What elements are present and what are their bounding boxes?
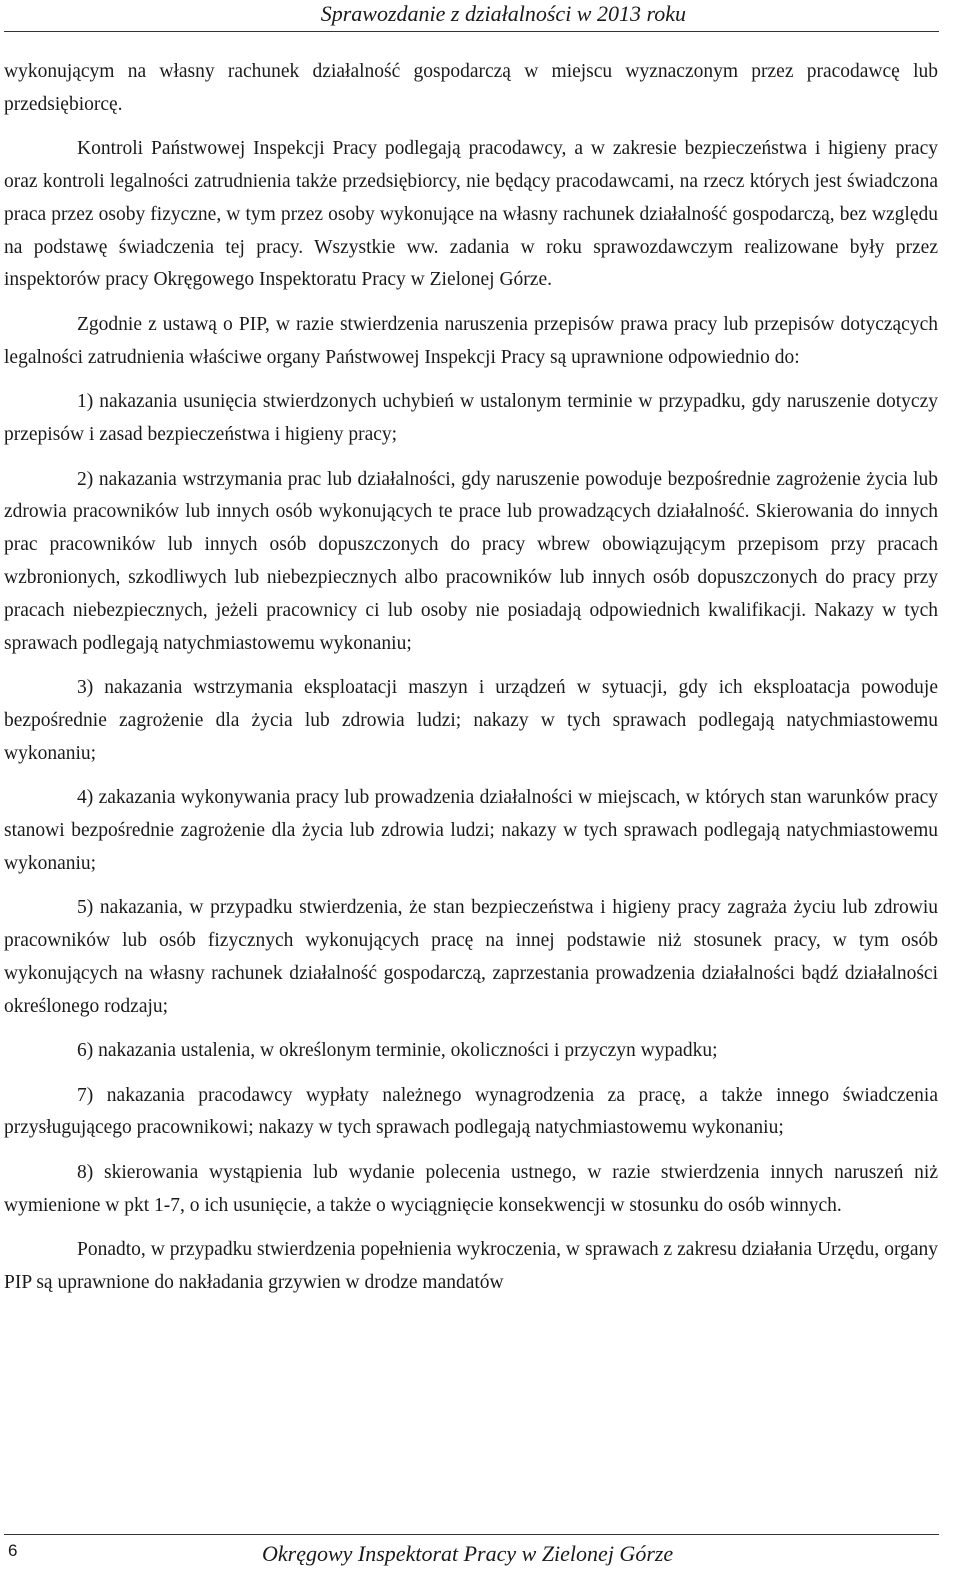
paragraph-fines: Ponadto, w przypadku stwierdzenia popełnienia wykroczenia, w sprawach z zakresu działania Urzędu, organy PIP są uprawnione do nakładania grzywien w drodze mandatów [4, 1239, 938, 1293]
list-item-6: 6) nakazania ustalenia, w określonym terminie, okoliczności i przyczyn wypadku; [77, 1040, 718, 1062]
page-header [0, 0, 960, 36]
body-text [4, 56, 938, 1300]
footer-title: Okręgowy Inspektorat Pracy w Zielonej Górze [262, 1541, 674, 1566]
list-item-8: 8) skierowania wystąpienia lub wydanie polecenia ustnego, w razie stwierdzenia innych naruszeń niż wymienione w pkt 1-7, o ich usunięcie, a także o wyciągnięcie konsekwencji w stosunku do osób winnych. [4, 1161, 938, 1216]
header-rule [4, 31, 939, 32]
page-footer [0, 1530, 960, 1596]
list-item-7: 7) nakazania pracodawcy wypłaty należnego wynagrodzenia za pracę, a także innego świadczenia przysługującego pracownikowi; nakazy w tych sprawach podlegają natychmiastowemu wykonaniu; [4, 1084, 938, 1139]
page-number: 6 [8, 1541, 18, 1560]
footer-rule [4, 1534, 939, 1535]
paragraph-continuation: wykonującym na własny rachunek działalność gospodarczą w miejscu wyznaczonym przez pracodawcę lub przedsiębiorcę. [4, 61, 938, 115]
list-item-4: 4) zakazania wykonywania pracy lub prowadzenia działalności w miejscach, w których stan warunków pracy stanowi bezpośrednie zagrożenie dla życia lub zdrowia ludzi; nakazy w tych sprawach podlegają natychmiastowemu wykonaniu; [4, 787, 938, 874]
paragraph-inspection-scope: Kontroli Państwowej Inspekcji Pracy podlegają pracodawcy, a w zakresie bezpieczeństwa i higieny pracy oraz kontroli legalności zatrudnienia także przedsiębiorcy, nie będący pracodawcami, na rzecz których jest świadczona praca przez osoby fizyczne, w tym przez osoby wykonujące na własny rachunek działalność gospodarczą, bez względu na podstawę świadczenia tej pracy. Wszystkie ww. zadania w roku sprawozdawczym realizowane były przez inspektorów pracy Okręgowego Inspektoratu Pracy w Zielonej Górze. [4, 138, 938, 291]
paragraph-pip-powers-intro: Zgodnie z ustawą o PIP, w razie stwierdzenia naruszenia przepisów prawa pracy lub przepisów dotyczących legalności zatrudnienia właściwe organy Państwowej Inspekcji Pracy są uprawnione odpowiednio do: [4, 313, 938, 368]
header-title: Sprawozdanie z działalności w 2013 roku [320, 1, 686, 26]
list-item-3: 3) nakazania wstrzymania eksploatacji maszyn i urządzeń w sytuacji, gdy ich eksploatacja powoduje bezpośrednie zagrożenie dla życia lub zdrowia ludzi; nakazy w tych sprawach podlegają natychmiastowemu wykonaniu; [4, 676, 938, 764]
list-item-5: 5) nakazania, w przypadku stwierdzenia, że stan bezpieczeństwa i higieny pracy zagraża życiu lub zdrowiu pracowników lub osób fizycznych wykonujących pracę na innej podstawie niż stosunek pracy, w tym osób wykonujących na własny rachunek działalność gospodarczą, zaprzestania prowadzenia działalności bądź działalności określonego rodzaju; [4, 897, 938, 1017]
list-item-1: 1) nakazania usunięcia stwierdzonych uchybień w ustalonym terminie w przypadku, gdy naruszenie dotyczy przepisów i zasad bezpieczeństwa i higieny pracy; [4, 391, 938, 446]
list-item-2: 2) nakazania wstrzymania prac lub działalności, gdy naruszenie powoduje bezpośrednie zagrożenie życia lub zdrowia pracowników lub innych osób wykonujących te prace lub prowadzących działalność. Skierowania do innych prac pracowników lub innych osób dopuszczonych do pracy wbrew obowiązującym przepisom przy pracach wzbronionych, szkodliwych lub niebezpiecznych albo pracowników lub innych osób dopuszczonych do pracy przy pracach niebezpiecznych, jeżeli pracownicy ci lub osoby nie posiadają odpowiednich kwalifikacji. Nakazy w tych sprawach podlegają natychmiastowemu wykonaniu; [4, 468, 938, 654]
